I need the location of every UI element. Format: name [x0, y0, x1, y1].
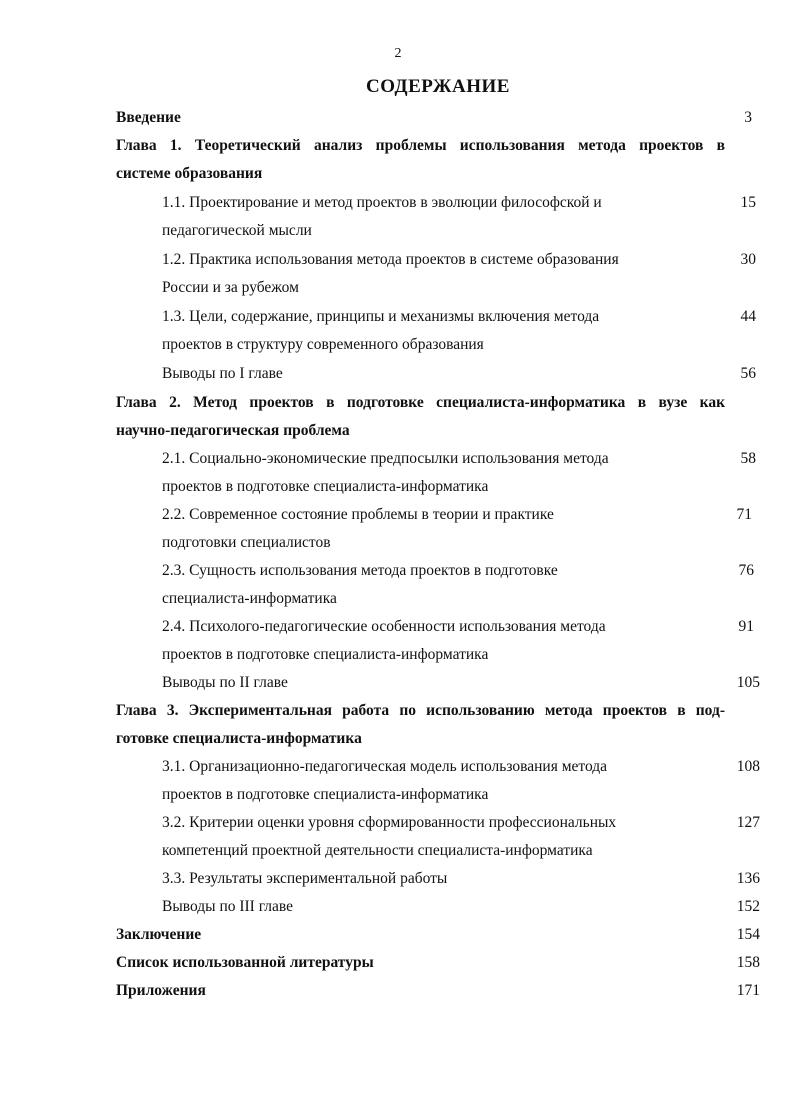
toc-references-label: Список использованной литературы	[116, 954, 374, 971]
toc-section-2-4-line1: 2.4. Психолого-педагогические особенности использования метода	[162, 618, 606, 635]
toc-section-2-1-page: 58	[740, 450, 756, 467]
toc-section-2-4-line2: проектов в подготовке специалиста-информатика	[162, 646, 489, 663]
page-number: 2	[394, 46, 402, 61]
toc-section-2-3-line2: специалиста-информатика	[162, 590, 337, 607]
toc-section-3-3: 3.3. Результаты экспериментальной работы	[162, 870, 448, 887]
toc-chapter-1-title-line2: системе образования	[116, 165, 263, 182]
toc-section-1-3-line2: проектов в структуру современного образования	[162, 336, 484, 353]
toc-section-3-2-line1: 3.2. Критерии оценки уровня сформированности профессиональных	[162, 814, 617, 831]
toc-chapter-3-conclusion: Выводы по III главе	[162, 898, 294, 915]
toc-section-3-2-line2: компетенций проектной деятельности специалиста-информатика	[162, 842, 593, 859]
toc-section-2-4-page: 91	[738, 618, 754, 635]
toc-chapter-1-conclusion: Выводы по I главе	[162, 365, 283, 382]
toc-appendix-label: Приложения	[116, 982, 206, 999]
toc-chapter-2-title-line2: научно-педагогическая проблема	[116, 422, 350, 439]
toc-appendix-page: 171	[736, 982, 760, 999]
toc-chapter-1-conclusion-page: 56	[740, 365, 756, 382]
toc-section-1-3-page: 44	[740, 308, 756, 325]
toc-section-1-3-line1: 1.3. Цели, содержание, принципы и механизмы включения метода	[162, 308, 600, 325]
toc-references-page: 158	[736, 954, 760, 971]
toc-section-1-2-line1: 1.2. Практика использования метода проектов в системе образования	[162, 251, 619, 268]
toc-section-1-2-page: 30	[740, 251, 756, 268]
toc-conclusion-page: 154	[736, 926, 760, 943]
toc-section-2-2-line2: подготовки специалистов	[162, 534, 331, 551]
toc-chapter-2-conclusion-page: 105	[736, 674, 760, 691]
toc-conclusion-label: Заключение	[116, 926, 202, 943]
toc-section-2-1-line1: 2.1. Социально-экономические предпосылки использования метода	[162, 450, 609, 467]
toc-section-2-3-line1: 2.3. Сущность использования метода проектов в подготовке	[162, 562, 558, 579]
toc-section-3-1-line1: 3.1. Организационно-педагогическая модель использования метода	[162, 758, 608, 775]
toc-chapter-3-title-line2: готовке специалиста-информатика	[116, 730, 362, 747]
toc-intro-label: Введение	[116, 109, 181, 126]
toc-section-1-1-page: 15	[740, 194, 756, 211]
toc-section-2-2-page: 71	[736, 506, 752, 523]
toc-chapter-2-title-line1: Глава 2. Метод проектов в подготовке специалиста-информатика в вузе как	[116, 394, 725, 411]
toc-section-1-1-line2: педагогической мысли	[162, 222, 312, 239]
toc-section-3-1-line2: проектов в подготовке специалиста-информатика	[162, 786, 489, 803]
toc-section-2-2-line1: 2.2. Современное состояние проблемы в теории и практике	[162, 506, 554, 523]
toc-section-1-2-line2: России и за рубежом	[162, 279, 299, 296]
toc-section-3-3-page: 136	[736, 870, 760, 887]
toc-section-3-1-page: 108	[736, 758, 760, 775]
toc-chapter-2-conclusion: Выводы по II главе	[162, 674, 288, 691]
page-title: СОДЕРЖАНИЕ	[366, 76, 510, 97]
toc-intro-page: 3	[744, 109, 752, 126]
toc-section-2-3-page: 76	[738, 562, 754, 579]
toc-section-2-1-line2: проектов в подготовке специалиста-информатика	[162, 478, 489, 495]
toc-section-1-1-line1: 1.1. Проектирование и метод проектов в эволюции философской и	[162, 194, 602, 211]
toc-section-3-2-page: 127	[736, 814, 760, 831]
toc-chapter-3-conclusion-page: 152	[736, 898, 760, 915]
toc-chapter-3-title-line1: Глава 3. Экспериментальная работа по использованию метода проектов в под-	[116, 702, 725, 719]
toc-chapter-1-title-line1: Глава 1. Теоретический анализ проблемы использования метода проектов в	[116, 137, 725, 154]
